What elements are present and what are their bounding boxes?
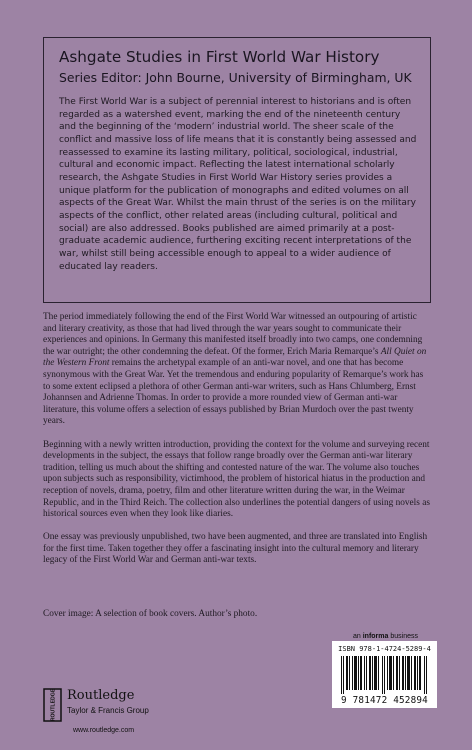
publisher-website: www.routledge.com [73, 727, 135, 734]
cover-credit: Cover image: A selection of book covers. Author’s photo. [43, 609, 258, 619]
publisher-name: Routledge [67, 688, 135, 703]
series-info-box [43, 37, 431, 303]
book-title-reference: All Quiet on the Western Front [43, 346, 427, 369]
informa-business-tag: an informa business [353, 633, 418, 640]
blurb-paragraph-1: The period immediately following the end of the First World War witnessed an outpouring of artistic and literary creativity, as those that had lived through the war years sought to communicate their experiences and opinions. In Germany this manifested itself broadly into two camps, one condemning the war outright; the other condemning the defeat. Of the former, Erich Maria Remarque’s All Quiet on the Western Front remains the archetypal example of an anti-war novel, and one that has become synonymous with the Great War. Yet the tremendous and enduring popularity of Remarque’s work has to some extent eclipsed a plethora of other German anti-war writers, such as Hans Chlumberg, Ernst Johannsen and Adrienne Thomas. In order to provide a more rounded view of German anti-war literature, this volume offers a selection of essays published by Brian Murdoch over the past twenty years. [43, 312, 427, 427]
blurb-paragraph-3: One essay was previously unpublished, two have been augmented, and three are translated into English for the first time. Taken together they offer a fascinating insight into the cultural memory and literary legacy of the First World War and German anti-war texts. [43, 532, 428, 566]
barcode [341, 656, 428, 694]
blurb-paragraph-2: Beginning with a newly written introduction, providing the context for the volume and surveying recent developments in the subject, the essays that follow range broadly over the German anti-war literary tradition, telling us much about the shifting and contested nature of the war. The volume also touches upon subjects such as responsibility, victimhood, the problem of historical hiatus in the production and reception of novels, drama, poetry, film and other literature written during the war, in the Weimar Republic, and in the Third Reich. The collection also underlines the potential dangers of using novels as historical sources even when they look like diaries. [43, 439, 430, 520]
back-cover-blurb [43, 312, 431, 579]
series-description: The First World War is a subject of perennial interest to historians and is often regarded as a watershed event, marking the end of the nineteenth century and the beginning of the ‘modern’ industrial world. The sheer scale of the conflict and massive loss of life means that it is constantly being assessed and reassessed to examine its lasting military, political, sociological, industrial, cultural and economic impact. Reflecting the latest international scholarly research, the Ashgate Studies in First World War History series provides a unique platform for the publication of monographs and edited volumes on all aspects of the Great War. Whilst the main thrust of the series is on the military aspects of the conflict, other related areas (including cultural, political and social) are also addressed. Books published are aimed primarily at a post-graduate academic audience, furthering exciting recent interpretations of the war, whilst still being accessible enough to appeal to a wider audience of educated lay readers. [59, 97, 417, 272]
logo-text: ROUTLEDGE [50, 688, 57, 722]
series-editor: Series Editor: John Bourne, University of Birmingham, UK [59, 70, 412, 85]
barcode-digits: 9 781472 452894 [341, 695, 428, 706]
routledge-logo-icon [43, 688, 62, 722]
isbn-number: ISBN 978-1-4724-5289-4 [338, 645, 431, 653]
series-title: Ashgate Studies in First World War History [59, 48, 380, 66]
barcode-panel [332, 641, 437, 708]
informa-brand: informa [362, 633, 389, 640]
publisher-group: Taylor & Francis Group [67, 706, 149, 715]
